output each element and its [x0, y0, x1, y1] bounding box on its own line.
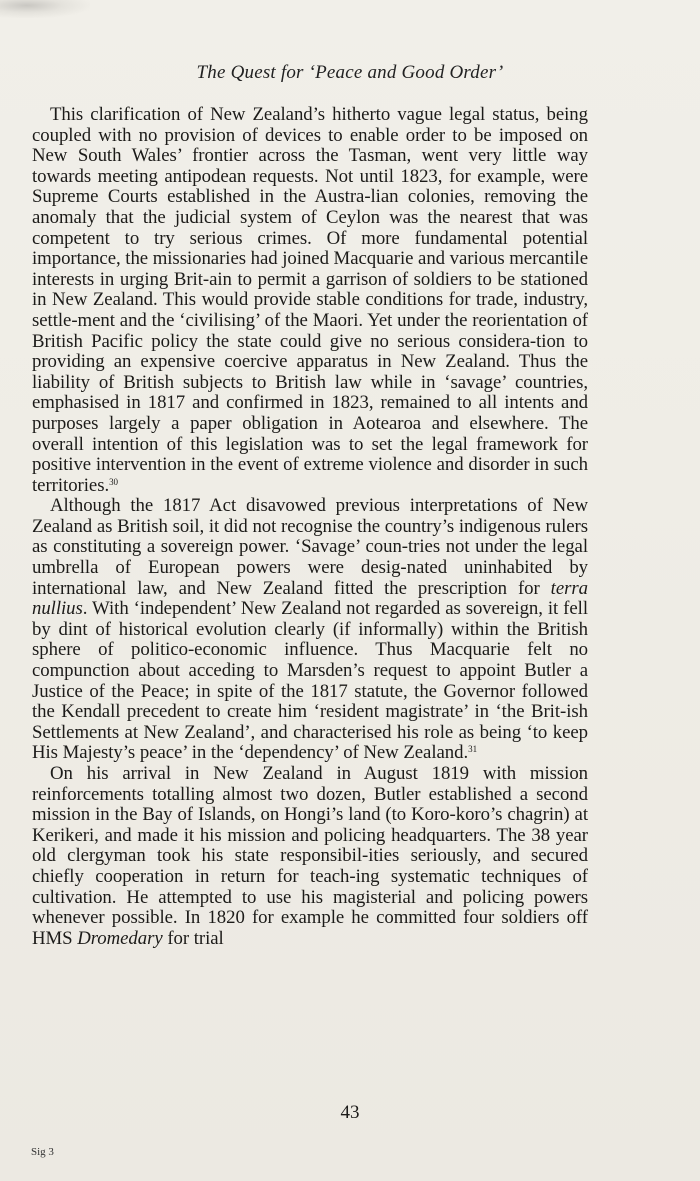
paragraph-2-text-b: . With ‘independent’ New Zealand not regarded as sovereign, it fell by dint of historical evolution clearly (if informally) within the British sphere of politico-economic influence. Thus Macquarie felt no compunction about acceding to Marsden’s request to appoint Butler a Justice of the Peace; in spite of the 1817 statute, the Governor followed the Kendall precedent to create him ‘resident magistrate’ in ‘the Brit-ish Settlements at New Zealand’, and characterised his role as being ‘to keep His Majesty’s peace’ in the ‘dependency’ of New Zealand. [32, 598, 588, 764]
signature-mark: Sig 3 [31, 1146, 54, 1158]
paragraph-2 [32, 496, 588, 764]
body-text [32, 105, 588, 949]
paragraph-3-ship-name: Dromedary [77, 927, 163, 949]
paragraph-3-text-a: On his arrival in New Zealand in August 1819 with mission reinforcements totalling almost two dozen, Butler established a second mission in the Bay of Islands, on Hongi’s land (to Koro-koro’s chagrin) at Kerikeri, and made it his mission and policing headquarters. The 38 year old clergyman took his state responsibil-ities seriously, and secured chiefly cooperation in return for teach-ing systematic techniques of cultivation. He attempted to use his magisterial and policing powers whenever possible. In 1820 for example he committed four soldiers off HMS [32, 763, 588, 949]
running-head: The Quest for ‘Peace and Good Order’ [196, 62, 504, 83]
footnote-ref-31: 31 [468, 744, 478, 755]
paragraph-2-italic-term: terra nullius [32, 577, 588, 620]
footnote-ref-30: 30 [109, 476, 119, 487]
paragraph-1-text: This clarification of New Zealand’s hitherto vague legal status, being coupled with no provision of devices to enable order to be imposed on New South Wales’ frontier across the Tasman, went very little way towards meeting antipodean requests. Not until 1823, for example, were Supreme Courts established in the Austra-lian colonies, removing the anomaly that the judicial system of Ceylon was the nearest that was competent to try serious crimes. Of more fundamental potential importance, the missionaries had joined Macquarie and various mercantile interests in urging Brit-ain to permit a garrison of soldiers to be stationed in New Zealand. This would provide stable conditions for trade, industry, settle-ment and the ‘civilising’ of the Maori. Yet under the reorientation of British Pacific policy the state could give no serious considera-tion to providing an expensive coercive apparatus in New Zealand. Thus the liability of British subjects to British law while in ‘savage’ countries, emphasised in 1817 and confirmed in 1823, remained to all intents and purposes largely a paper obligation in Aotearoa and elsewhere. The overall intention of this legislation was to set the legal framework for positive intervention in the event of extreme violence and disorder in such territories. [32, 104, 588, 496]
paragraph-1 [32, 105, 588, 496]
paragraph-2-text-a: Although the 1817 Act disavowed previous interpretations of New Zealand as British soil, it did not recognise the country’s indigenous rulers as constituting a sovereign power. ‘Savage’ coun-tries not under the legal umbrella of European powers were desig-nated uninhabited by international law, and New Zealand fitted the prescription for [32, 495, 588, 599]
paragraph-3-text-b: for trial [162, 927, 224, 949]
paragraph-3 [32, 764, 588, 949]
scan-smudge [0, 0, 90, 18]
page-number: 43 [340, 1102, 360, 1123]
